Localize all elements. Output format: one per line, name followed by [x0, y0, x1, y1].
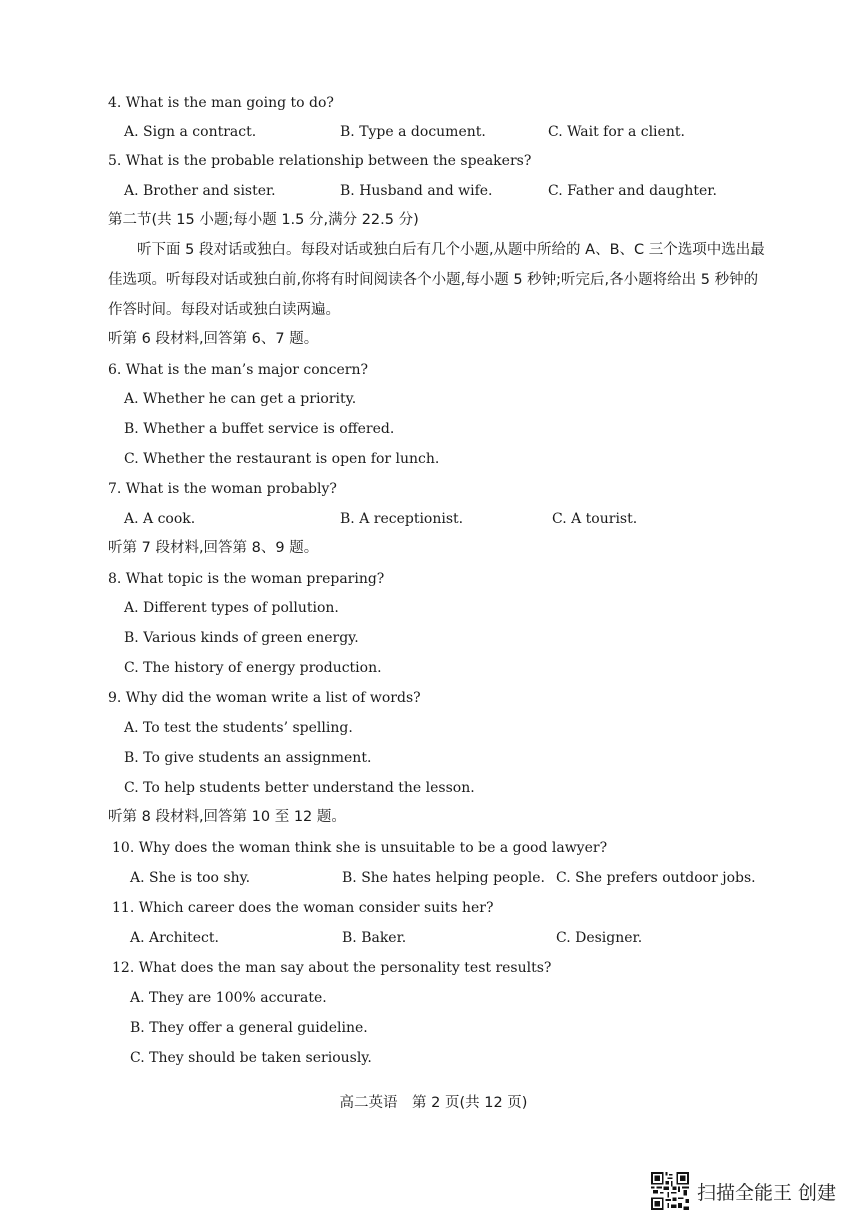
scanner-watermark-text: 扫描全能王 创建	[697, 1181, 837, 1204]
question-6-stem: 6. What is the man’s major concern?	[108, 362, 369, 378]
scanner-watermark	[651, 1172, 836, 1210]
question-7-option-b: B. A receptionist.	[340, 511, 464, 527]
question-4-option-c: C. Wait for a client.	[548, 124, 685, 140]
question-11-option-c: C. Designer.	[556, 930, 643, 946]
question-4-option-b: B. Type a document.	[340, 124, 486, 140]
question-10-stem: 10. Why does the woman think she is unsuitable to be a good lawyer?	[112, 840, 608, 856]
question-7-option-a: A. A cook.	[124, 511, 196, 527]
qr-code-icon	[651, 1172, 689, 1210]
question-4-option-a: A. Sign a contract.	[124, 124, 257, 140]
question-10-option-b: B. She hates helping people.	[342, 870, 545, 886]
question-7-option-c: C. A tourist.	[552, 511, 638, 527]
question-8-option-b: B. Various kinds of green energy.	[124, 630, 359, 646]
page-footer: 高二英语 第 2 页(共 12 页)	[339, 1095, 528, 1111]
question-7-stem: 7. What is the woman probably?	[108, 481, 337, 497]
question-10-option-a: A. She is too shy.	[130, 870, 251, 886]
question-12-stem: 12. What does the man say about the personality test results?	[112, 960, 552, 976]
question-6-option-b: B. Whether a buffet service is offered.	[124, 421, 395, 437]
question-12-option-a: A. They are 100% accurate.	[130, 990, 327, 1006]
question-5-option-c: C. Father and daughter.	[548, 183, 717, 199]
question-5-stem: 5. What is the probable relationship between the speakers?	[108, 153, 532, 169]
question-10-option-c: C. She prefers outdoor jobs.	[556, 870, 756, 886]
question-12-option-b: B. They offer a general guideline.	[130, 1020, 368, 1036]
question-6-option-a: A. Whether he can get a priority.	[124, 391, 357, 407]
question-11-option-b: B. Baker.	[342, 930, 407, 946]
question-9-option-c: C. To help students better understand the lesson.	[124, 780, 475, 796]
question-5-option-a: A. Brother and sister.	[124, 183, 276, 199]
section-2-instructions: 听下面 5 段对话或独白。每段对话或独白后有几个小题,从题中所给的 A、B、C 三个选项中选出最佳选项。听每段对话或独白前,你将有时间阅读各个小题,每小题 5 秒钟;听完后,各小题将给出 5 秒钟的作答时间。每段对话或独白读两遍。	[108, 242, 765, 318]
question-8-option-a: A. Different types of pollution.	[124, 600, 339, 616]
question-9-option-b: B. To give students an assignment.	[124, 750, 372, 766]
question-9-stem: 9. Why did the woman write a list of words?	[108, 690, 421, 706]
question-5-option-b: B. Husband and wife.	[340, 183, 493, 199]
question-9-option-a: A. To test the students’ spelling.	[124, 720, 353, 736]
question-8-option-c: C. The history of energy production.	[124, 660, 382, 676]
question-11-option-a: A. Architect.	[130, 930, 219, 946]
question-6-option-c: C. Whether the restaurant is open for lunch.	[124, 451, 440, 467]
material-7-label: 听第 7 段材料,回答第 8、9 题。	[108, 540, 319, 556]
material-6-label: 听第 6 段材料,回答第 6、7 题。	[108, 331, 319, 347]
question-4-stem: 4. What is the man going to do?	[108, 95, 334, 111]
question-8-stem: 8. What topic is the woman preparing?	[108, 571, 385, 587]
question-11-stem: 11. Which career does the woman consider suits her?	[112, 900, 494, 916]
material-8-label: 听第 8 段材料,回答第 10 至 12 题。	[108, 809, 346, 825]
section-2-heading: 第二节(共 15 小题;每小题 1.5 分,满分 22.5 分)	[108, 212, 419, 228]
question-12-option-c: C. They should be taken seriously.	[130, 1050, 372, 1066]
